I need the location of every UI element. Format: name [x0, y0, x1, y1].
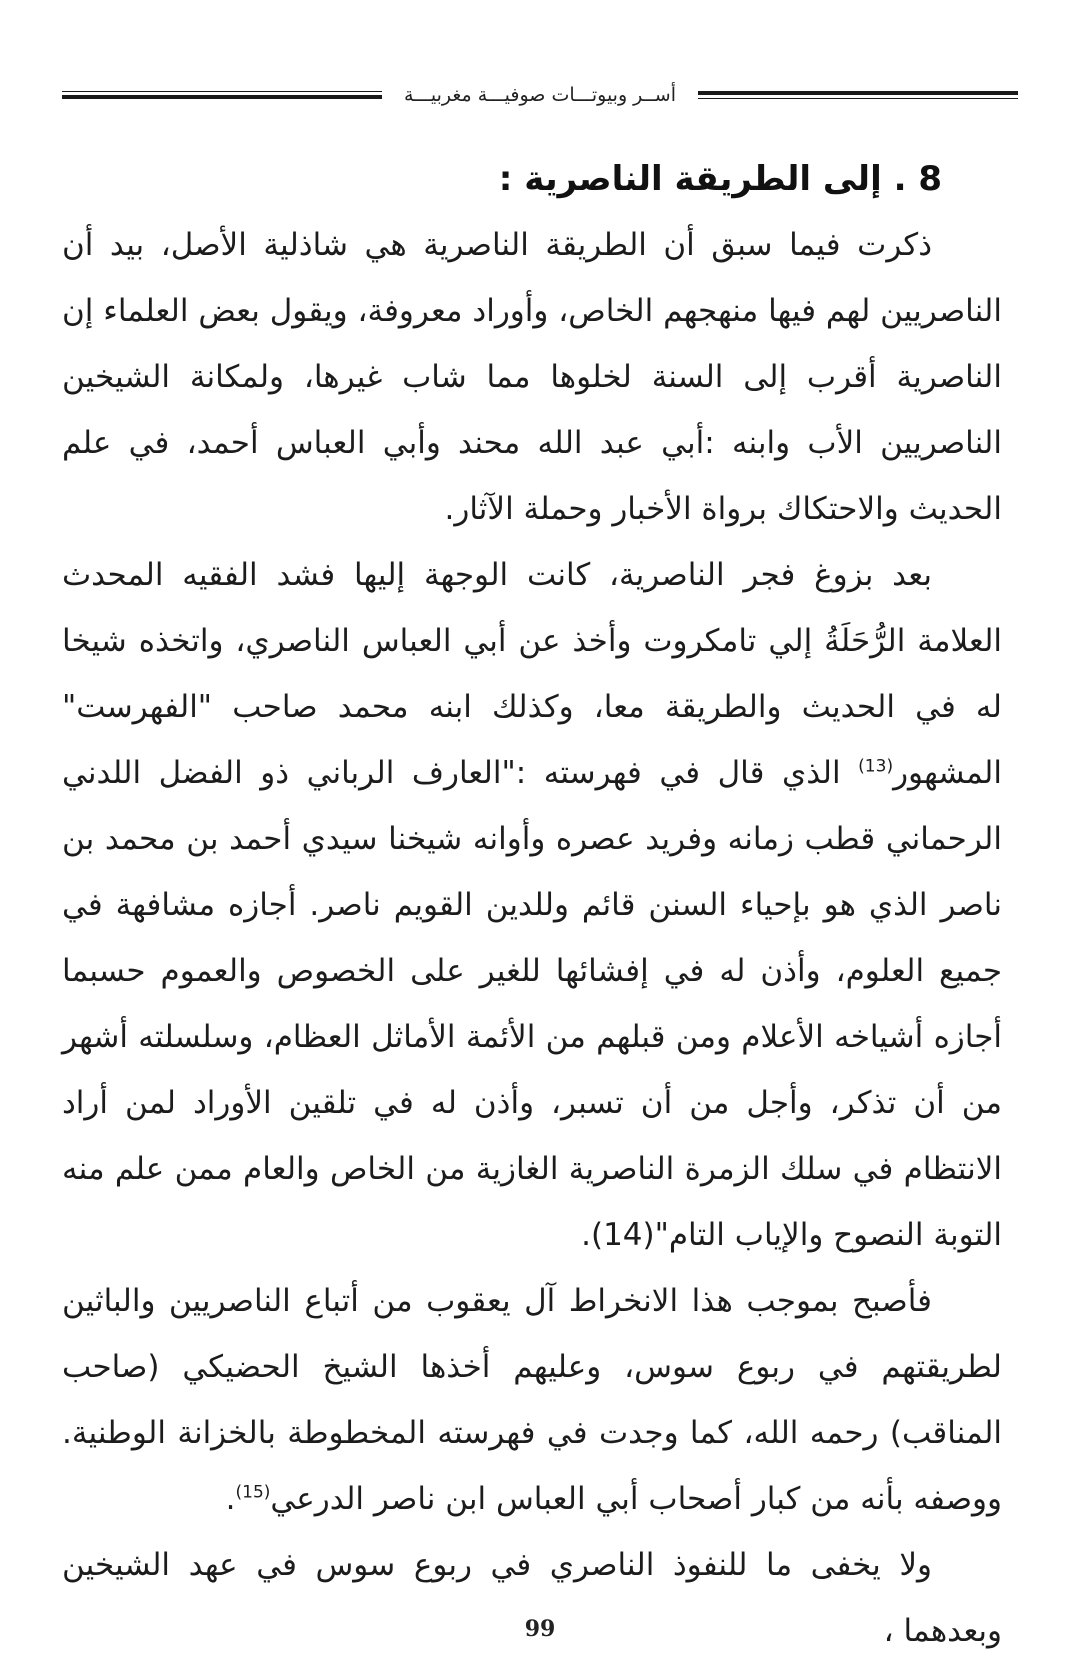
footnote-ref-13: (13) — [858, 756, 894, 777]
paragraph-3-tail: . — [225, 1481, 236, 1517]
paragraph-3-text: فأصبح بموجب هذا الانخراط آل يعقوب من أتباع الناصريين والباثين لطريقتهم في ربوع سوس، وعليهم أخذها الشيخ الحضيكي (صاحب المناقب) رحمه الله، كما وجدت في فهرسته المخطوطة بالخزانة الوطنية. ووصفه بأنه من كبار أصحاب أبي العباس ابن ناصر الدرعي — [62, 1283, 1002, 1517]
header-rule-right — [698, 91, 1018, 99]
section-heading: 8 . إلى الطريقة الناصرية : — [498, 159, 942, 199]
running-header — [62, 78, 1018, 112]
footnote-ref-15: (15) — [235, 1482, 271, 1503]
paragraph-2-text: بعد بزوغ فجر الناصرية، كانت الوجهة إليها فشد الفقيه المحدث العلامة الرُّحَلَةُ إلي تامكروت وأخذ عن أبي العباس الناصري، واتخذه شيخا له في الحديث والطريقة معا، وكذلك ابنه محمد صاحب "الفهرست" المشهور — [62, 557, 1002, 791]
page-content — [62, 146, 1002, 1664]
paragraph-3 — [62, 1268, 1002, 1532]
page-number: 99 — [524, 1616, 556, 1642]
header-rule-left — [62, 91, 382, 99]
paragraph-1 — [62, 212, 1002, 542]
paragraph-2-tail: الذي قال في فهرسته :"العارف الرباني ذو الفضل اللدني الرحماني قطب زمانه وفريد عصره وأوانه شيخنا سيدي أحمد بن محمد بن ناصر الذي هو بإحياء السنن قائم وللدين القويم ناصر. أجازه مشافهة في جميع العلوم، وأذن له في إفشائها للغير على الخصوص والعموم حسبما أجازه أشياخه الأعلام ومن قبلهم من الأئمة الأماثل العظام، وسلسلته أشهر من أن تذكر، وأجل من أن تسبر، وأذن له في تلقين الأوراد لمن أراد الانتظام في سلك الزمرة الناصرية الغازية من الخاص والعام ممن علم منه التوبة النصوح والإياب التام"(14). — [62, 755, 1002, 1253]
paragraph-2 — [62, 542, 1002, 1268]
paragraph-1-text: ذكرت فيما سبق أن الطريقة الناصرية هي شاذلية الأصل، بيد أن الناصريين لهم فيها منهجهم الخاص، وأوراد معروفة، ويقول بعض العلماء إن الناصرية أقرب إلى السنة لخلوها مما شاب غيرها، ولمكانة الشيخين الناصريين الأب وابنه :أبي عبد الله محند وأبي العباس أحمد، في علم الحديث والاحتكاك برواة الأخبار وحملة الآثار. — [62, 227, 1002, 527]
running-title: أســر وبيوتـــات صوفيـــة مغربيـــة — [404, 84, 676, 106]
paragraph-4 — [62, 1532, 1002, 1664]
paragraph-4-text: ولا يخفى ما للنفوذ الناصري في ربوع سوس في عهد الشيخين وبعدهما ، — [62, 1547, 1002, 1649]
